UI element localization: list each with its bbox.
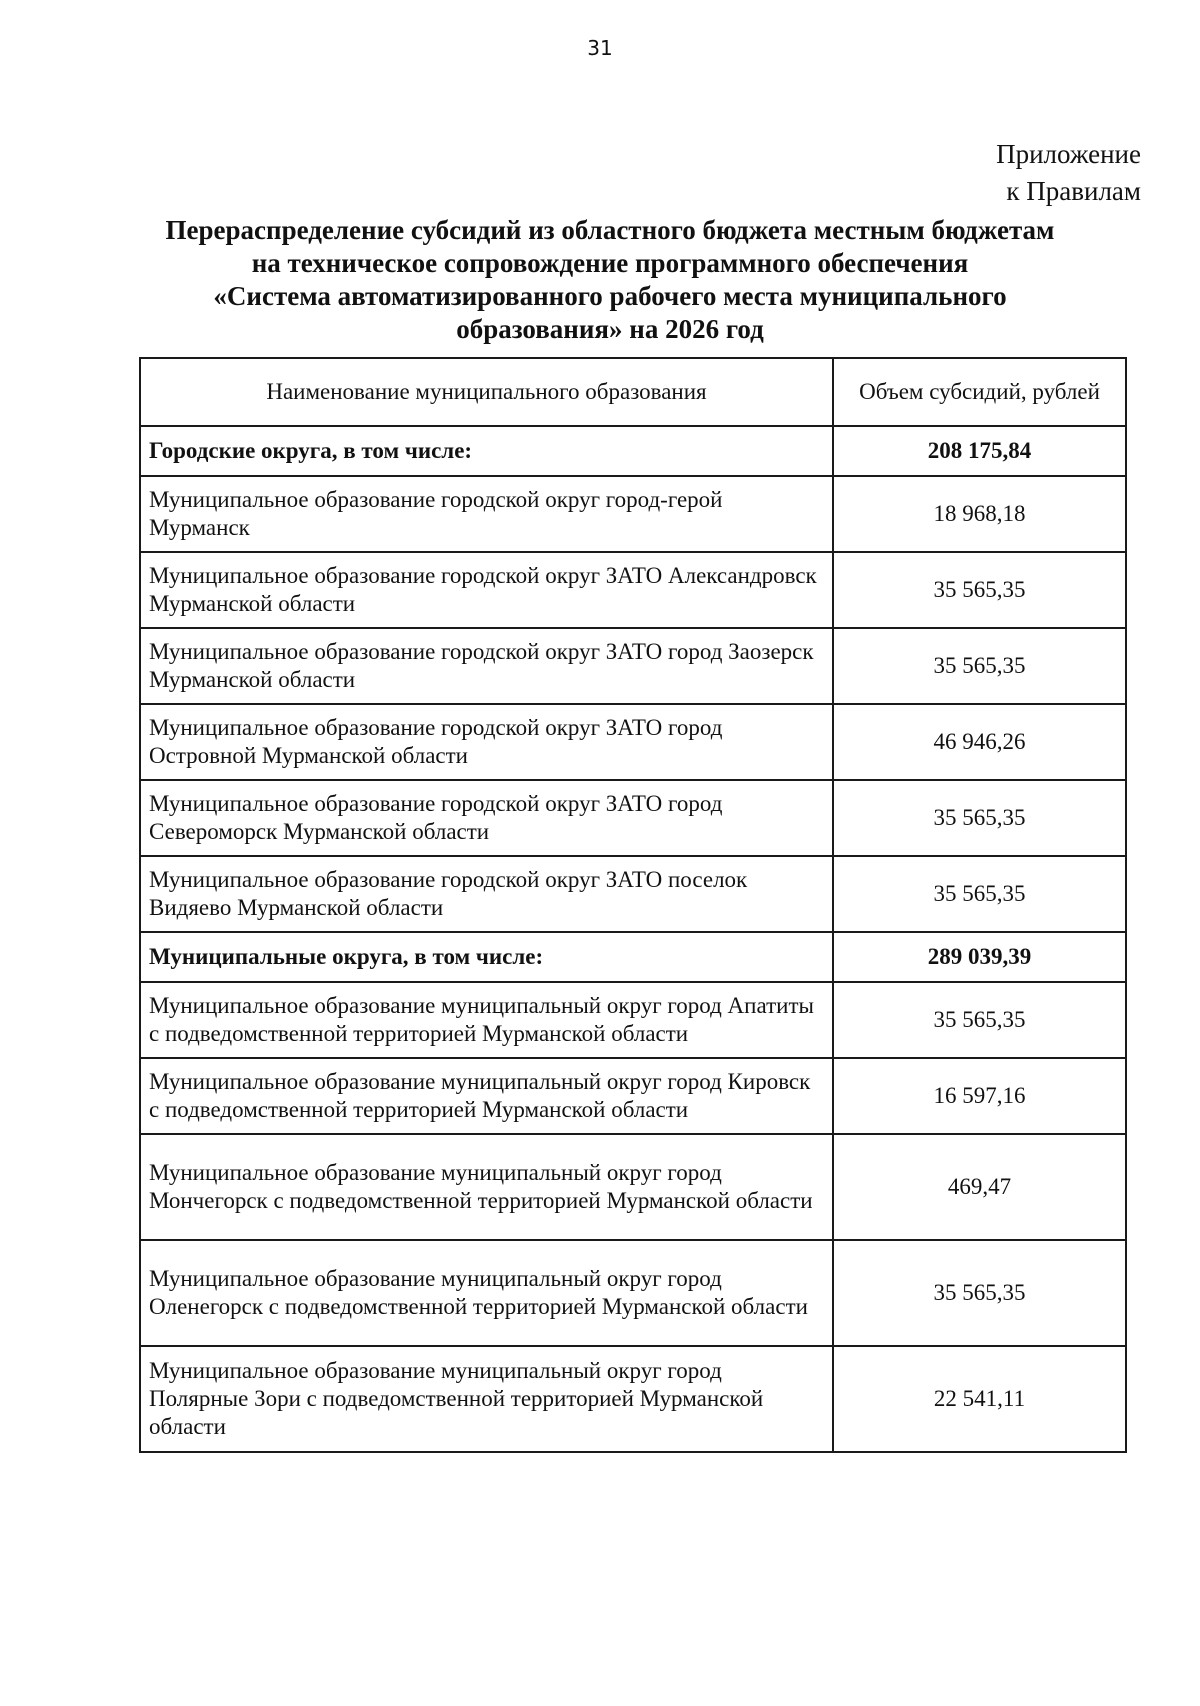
table-row [140, 982, 1126, 1058]
document-title [150, 214, 1070, 346]
table-row-group [140, 426, 1126, 476]
row-amount: 289 039,39 [833, 932, 1126, 982]
row-amount: 35 565,35 [833, 628, 1126, 704]
row-amount: 469,47 [833, 1134, 1126, 1240]
table-row [140, 1240, 1126, 1346]
table-row [140, 856, 1126, 932]
table-row [140, 1058, 1126, 1134]
row-amount: 35 565,35 [833, 780, 1126, 856]
row-name: Муниципальное образование городской округ ЗАТО поселок Видяево Мурманской области [140, 856, 833, 932]
header-municipality-name: Наименование муниципального образования [140, 358, 833, 426]
row-name: Муниципальное образование городской округ ЗАТО город Североморск Мурманской области [140, 780, 833, 856]
table-header-row [140, 358, 1126, 426]
row-amount: 35 565,35 [833, 1240, 1126, 1346]
subsidies-table [139, 357, 1127, 1453]
page-number: 31 [587, 36, 613, 60]
table-row [140, 1346, 1126, 1452]
row-amount: 16 597,16 [833, 1058, 1126, 1134]
row-name: Муниципальное образование городской округ город-герой Мурманск [140, 476, 833, 552]
table-row-group [140, 932, 1126, 982]
row-name: Муниципальное образование муниципальный округ город Мончегорск с подведомственной территорией Мурманской области [140, 1134, 833, 1240]
row-amount: 35 565,35 [833, 552, 1126, 628]
row-name: Муниципальное образование муниципальный округ город Оленегорск с подведомственной территорией Мурманской области [140, 1240, 833, 1346]
table-row [140, 780, 1126, 856]
table-row [140, 704, 1126, 780]
table-row [140, 552, 1126, 628]
table-row [140, 1134, 1126, 1240]
row-name: Муниципальные округа, в том числе: [140, 932, 833, 982]
appendix-line-1: Приложение [996, 139, 1141, 169]
title-line-4: образования» на 2026 год [456, 314, 764, 344]
row-amount: 46 946,26 [833, 704, 1126, 780]
appendix-line-2: к Правилам [1006, 176, 1141, 206]
row-name: Муниципальное образование городской округ ЗАТО Александровск Мурманской области [140, 552, 833, 628]
row-name: Муниципальное образование муниципальный округ город Полярные Зори с подведомственной территорией Мурманской области [140, 1346, 833, 1452]
title-line-2: на техническое сопровождение программного обеспечения [251, 248, 969, 278]
row-amount: 18 968,18 [833, 476, 1126, 552]
row-name: Муниципальное образование городской округ ЗАТО город Островной Мурманской области [140, 704, 833, 780]
row-amount: 35 565,35 [833, 856, 1126, 932]
table-row [140, 628, 1126, 704]
row-amount: 22 541,11 [833, 1346, 1126, 1452]
title-line-1: Перераспределение субсидий из областного бюджета местным бюджетам [165, 215, 1055, 245]
header-subsidy-amount: Объем субсидий, рублей [833, 358, 1126, 426]
appendix-note [996, 136, 1141, 210]
row-amount: 35 565,35 [833, 982, 1126, 1058]
row-name: Муниципальное образование муниципальный округ город Апатиты с подведомственной территорией Мурманской области [140, 982, 833, 1058]
title-line-3: «Система автоматизированного рабочего места муниципального [213, 281, 1007, 311]
row-name: Городские округа, в том числе: [140, 426, 833, 476]
table-row [140, 476, 1126, 552]
row-name: Муниципальное образование муниципальный округ город Кировск с подведомственной территорией Мурманской области [140, 1058, 833, 1134]
row-name: Муниципальное образование городской округ ЗАТО город Заозерск Мурманской области [140, 628, 833, 704]
row-amount: 208 175,84 [833, 426, 1126, 476]
